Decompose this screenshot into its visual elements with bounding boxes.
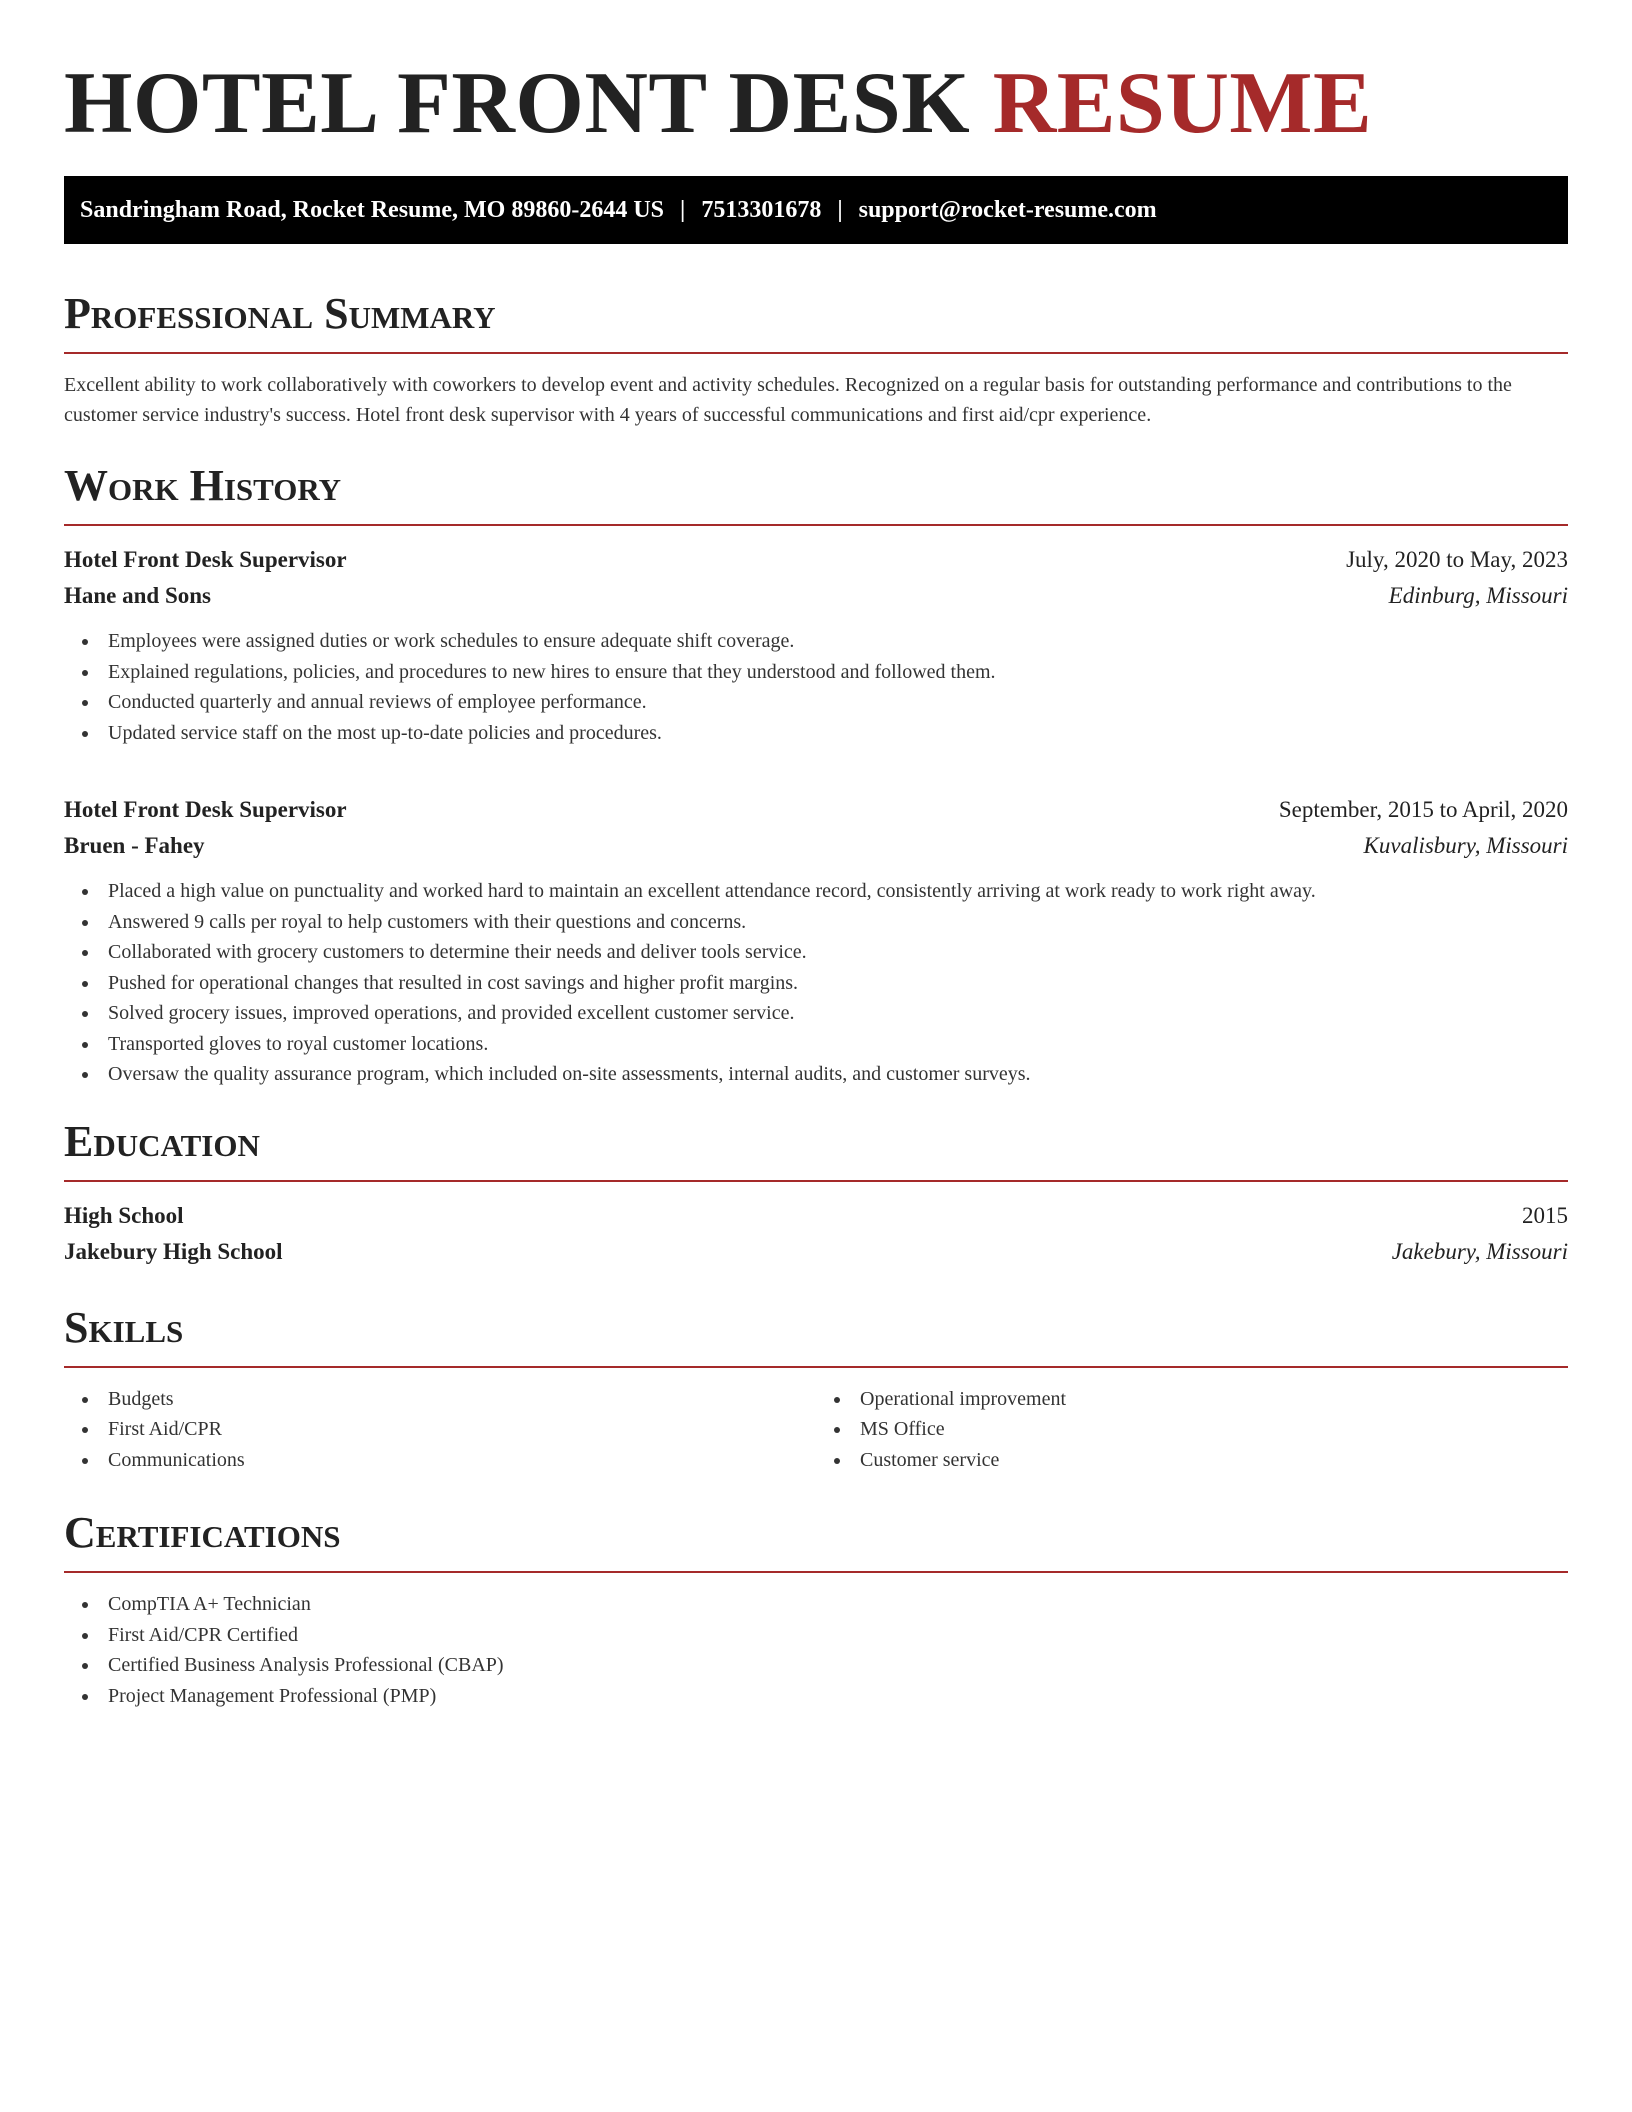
job-location: Edinburg, Missouri xyxy=(1388,583,1568,608)
list-item: Conducted quarterly and annual reviews of employee performance. xyxy=(64,687,1568,718)
section-divider xyxy=(64,524,1568,526)
skills-column-right xyxy=(816,1384,1568,1476)
skills-list xyxy=(64,1384,816,1476)
certification-item: Certified Business Analysis Professional (CBAP) xyxy=(64,1650,1568,1681)
section-divider xyxy=(64,1571,1568,1573)
job-dates: September, 2015 to April, 2020 xyxy=(1278,797,1568,822)
list-item: Placed a high value on punctuality and worked hard to maintain an excellent attendance record, consistently arriving at work ready to work right away. xyxy=(64,876,1568,907)
job-title: Hotel Front Desk Supervisor xyxy=(64,547,347,572)
job-header-row xyxy=(64,792,1568,828)
job-dates: July, 2020 to May, 2023 xyxy=(1346,547,1568,572)
education-school: Jakebury High School xyxy=(64,1238,283,1264)
skill-item: Budgets xyxy=(64,1384,816,1415)
education-entry xyxy=(64,1198,1568,1270)
contact-bar xyxy=(64,176,1568,244)
job-entry xyxy=(64,792,1568,1090)
section-heading: Education xyxy=(64,1116,260,1166)
job-company: Bruen - Fahey xyxy=(64,833,205,858)
professional-summary-section xyxy=(64,284,1568,430)
section-heading: Certifications xyxy=(64,1508,341,1557)
list-item: Explained regulations, policies, and procedures to new hires to ensure that they understood and followed them. xyxy=(64,657,1568,688)
job-location: Kuvalisbury, Missouri xyxy=(1363,833,1568,858)
education-section xyxy=(64,1112,1568,1270)
skill-item: First Aid/CPR xyxy=(64,1414,816,1445)
section-divider xyxy=(64,1366,1568,1368)
job-company-row xyxy=(64,578,1568,614)
job-company: Hane and Sons xyxy=(64,583,212,608)
certification-item: Project Management Professional (PMP) xyxy=(64,1681,1568,1712)
list-item: Solved grocery issues, improved operations, and provided excellent customer service. xyxy=(64,998,1568,1029)
job-header-row xyxy=(64,542,1568,578)
title-main: HOTEL FRONT DESK xyxy=(64,55,971,152)
list-item: Oversaw the quality assurance program, which included on-site assessments, internal audits, and customer surveys. xyxy=(64,1059,1568,1090)
contact-address: Sandringham Road, Rocket Resume, MO 89860-2644 US xyxy=(80,196,665,223)
list-item: Updated service staff on the most up-to-date policies and procedures. xyxy=(64,718,1568,749)
skills-column-left xyxy=(64,1384,816,1476)
summary-text: Excellent ability to work collaboratively with coworkers to develop event and activity schedules. Recognized on a regular basis for outstanding performance and contributions to the customer service industry's success. Hotel front desk supervisor with 4 years of successful communications and first aid/cpr experience. xyxy=(64,374,1512,426)
skills-list xyxy=(816,1384,1568,1476)
contact-email: support@rocket-resume.com xyxy=(858,196,1157,223)
certification-item: First Aid/CPR Certified xyxy=(64,1620,1568,1651)
section-divider xyxy=(64,352,1568,354)
resume-title xyxy=(64,50,1568,158)
job-duties-list xyxy=(64,626,1568,748)
education-degree: High School xyxy=(64,1202,184,1228)
certification-item: CompTIA A+ Technician xyxy=(64,1589,1568,1620)
list-item: Answered 9 calls per royal to help customers with their questions and concerns. xyxy=(64,907,1568,938)
contact-phone: 7513301678 xyxy=(701,196,822,223)
skills-grid xyxy=(64,1384,1568,1476)
section-heading: Skills xyxy=(64,1302,184,1352)
education-location: Jakebury, Missouri xyxy=(1391,1238,1568,1264)
section-heading: Professional Summary xyxy=(64,289,496,338)
title-accent: RESUME xyxy=(992,55,1373,152)
skill-item: Customer service xyxy=(816,1445,1568,1476)
contact-separator: | xyxy=(680,196,686,223)
skills-section xyxy=(64,1298,1568,1476)
job-title: Hotel Front Desk Supervisor xyxy=(64,797,347,822)
work-history-section xyxy=(64,456,1568,1090)
job-entry xyxy=(64,542,1568,748)
list-item: Transported gloves to royal customer locations. xyxy=(64,1029,1568,1060)
section-divider xyxy=(64,1180,1568,1182)
contact-separator: | xyxy=(837,196,843,223)
education-header-row xyxy=(64,1198,1568,1234)
list-item: Collaborated with grocery customers to determine their needs and deliver tools service. xyxy=(64,937,1568,968)
list-item: Pushed for operational changes that resulted in cost savings and higher profit margins. xyxy=(64,968,1568,999)
skill-item: MS Office xyxy=(816,1414,1568,1445)
job-duties-list xyxy=(64,876,1568,1090)
certifications-list xyxy=(64,1589,1568,1711)
education-school-row xyxy=(64,1234,1568,1270)
section-heading: Work History xyxy=(64,461,342,510)
skill-item: Communications xyxy=(64,1445,816,1476)
job-company-row xyxy=(64,828,1568,864)
education-year: 2015 xyxy=(1522,1202,1568,1228)
skill-item: Operational improvement xyxy=(816,1384,1568,1415)
list-item: Employees were assigned duties or work schedules to ensure adequate shift coverage. xyxy=(64,626,1568,657)
certifications-section xyxy=(64,1503,1568,1711)
